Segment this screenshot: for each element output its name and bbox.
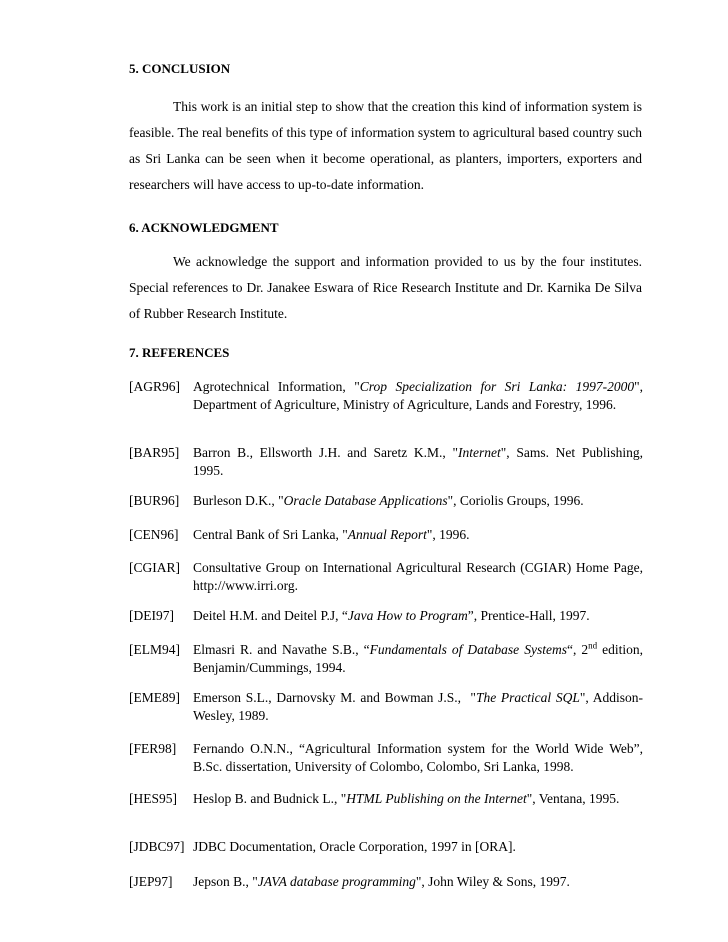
reference-tag: [ELM94] xyxy=(129,642,180,657)
reference-item: [CGIAR] Consultative Group on International Agricultural Research (CGIAR) Home Page, http://www.irri.org. xyxy=(129,560,643,593)
acknowledgment-heading: 6. ACKNOWLEDGMENT xyxy=(129,220,279,235)
references-heading: 7. REFERENCES xyxy=(129,345,230,360)
reference-item: [ELM94] Elmasri R. and Navathe S.B., “Fundamentals of Database Systems“, 2nd edition, Benjamin/Cummings, 1994. xyxy=(129,640,644,675)
reference-title: Crop Specialization for Sri Lanka: 1997-2000 xyxy=(359,379,635,394)
conclusion-paragraph xyxy=(129,94,642,198)
reference-tag: [JEP97] xyxy=(129,874,173,889)
reference-title: HTML Publishing on the Internet xyxy=(346,791,527,806)
reference-tag: [EME89] xyxy=(129,690,180,705)
reference-title: JAVA database programming xyxy=(257,874,416,889)
reference-title: Java How to Program xyxy=(347,608,468,623)
reference-tag: [BAR95] xyxy=(129,445,180,460)
reference-tag: [BUR96] xyxy=(129,493,180,508)
reference-item: [JEP97] Jepson B., "JAVA database programming", John Wiley & Sons, 1997. xyxy=(129,874,570,889)
reference-title: Annual Report xyxy=(347,527,427,542)
reference-item: [BUR96] Burleson D.K., "Oracle Database Applications", Coriolis Groups, 1996. xyxy=(129,493,584,508)
reference-item: [AGR96] Agrotechnical Information, "Crop Specialization for Sri Lanka: 1997-2000", Department of Agriculture, Ministry of Agriculture, Lands and Forestry, 1996. xyxy=(129,379,643,412)
acknowledgment-paragraph xyxy=(129,249,642,327)
conclusion-heading: 5. CONCLUSION xyxy=(129,61,231,76)
reference-tag: [AGR96] xyxy=(129,379,180,394)
conclusion-text: This work is an initial step to show that the creation this kind of information system is feasible. The real benefits of this type of information system to agricultural based country such as Sri Lanka can be seen when it become operational, as planters, importers, exporters and researchers will have access to up-to-date information. xyxy=(129,99,642,192)
reference-tag: [DEI97] xyxy=(129,608,174,623)
reference-tag: [JDBC97] xyxy=(129,839,185,854)
acknowledgment-text: We acknowledge the support and information provided to us by the four institutes. Special references to Dr. Janakee Eswara of Rice Research Institute and Dr. Karnika De Silva of Rubber Research Institute. xyxy=(129,254,642,321)
reference-title: Internet xyxy=(458,445,501,460)
reference-item: [FER98] Fernando O.N.N., “Agricultural Information system for the World Wide Web”, B.Sc. dissertation, University of Colombo, Colombo, Sri Lanka, 1998. xyxy=(129,741,643,774)
reference-item: [CEN96] Central Bank of Sri Lanka, "Annual Report", 1996. xyxy=(129,527,470,542)
reference-tag: [CGIAR] xyxy=(129,560,180,575)
reference-title: Oracle Database Applications xyxy=(283,493,448,508)
reference-item: [JDBC97] JDBC Documentation, Oracle Corporation, 1997 in [ORA]. xyxy=(129,839,516,854)
reference-item: [BAR95] Barron B., Ellsworth J.H. and Saretz K.M., "Internet", Sams. Net Publishing, 1995. xyxy=(129,445,643,478)
reference-item: [DEI97] Deitel H.M. and Deitel P.J, “Java How to Program”, Prentice-Hall, 1997. xyxy=(129,608,590,623)
reference-tag: [FER98] xyxy=(129,741,177,756)
reference-tag: [HES95] xyxy=(129,791,177,806)
reference-item: [EME89] Emerson S.L., Darnovsky M. and Bowman J.S., "The Practical SQL", Addison-Wesley, 1989. xyxy=(129,690,644,723)
reference-item: [HES95] Heslop B. and Budnick L., "HTML Publishing on the Internet", Ventana, 1995. xyxy=(129,791,620,806)
reference-tag: [CEN96] xyxy=(129,527,179,542)
reference-title: Fundamentals of Database Systems xyxy=(369,642,567,657)
reference-title: The Practical SQL xyxy=(475,690,580,705)
